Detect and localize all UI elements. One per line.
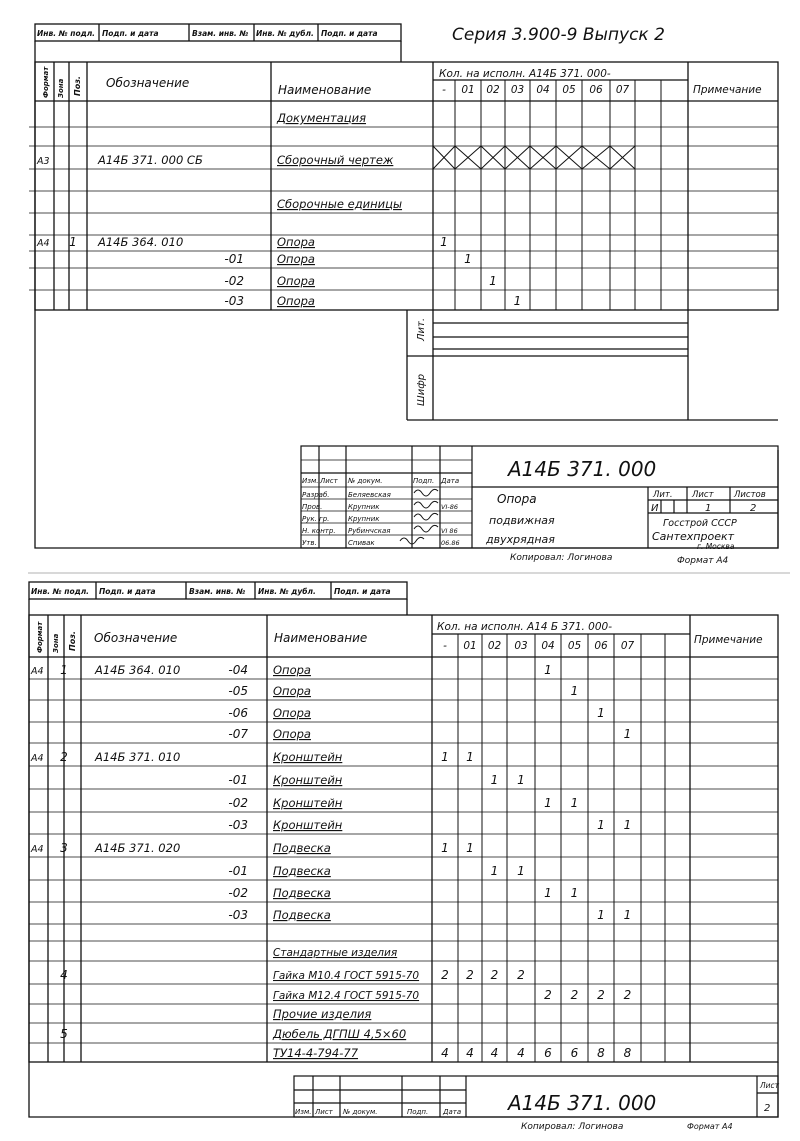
row-name: Кронштейн bbox=[273, 818, 343, 832]
row-quantity: 4 bbox=[466, 1046, 474, 1060]
row-quantity: 2 bbox=[517, 968, 525, 982]
row-quantity: 1 bbox=[623, 908, 632, 922]
title-block-column-headers bbox=[302, 477, 459, 485]
footer-column-header: Лист bbox=[315, 1108, 333, 1116]
table-row bbox=[60, 968, 525, 982]
title-role: Рук. гр. bbox=[302, 515, 330, 523]
row-name: Опора bbox=[273, 663, 311, 677]
row-quantity: 1 bbox=[570, 886, 579, 900]
stamp-sign-date-2: Подп. и дата bbox=[321, 29, 378, 38]
table-row bbox=[228, 908, 631, 922]
title-sheets-value: 2 bbox=[750, 503, 757, 514]
variant-header: 04 bbox=[536, 84, 550, 96]
row-designation: -01 bbox=[224, 252, 244, 266]
row-quantity: 1 bbox=[544, 886, 552, 900]
title-org: Госстрой СССР bbox=[663, 518, 737, 529]
table-row bbox=[30, 663, 552, 677]
sheet2-stamp-inv-dup: Инв. № дубл. bbox=[258, 587, 316, 596]
sheet-1 bbox=[29, 24, 778, 566]
title-role-date: VI-86 bbox=[441, 503, 458, 511]
sheet2-document-code: А14Б 371. 000 bbox=[508, 1091, 657, 1115]
row-quantity: 2 bbox=[597, 988, 605, 1002]
sheet1-header-pos: Поз. bbox=[73, 76, 82, 96]
row-quantity: 2 bbox=[466, 968, 474, 982]
row-position: 2 bbox=[60, 750, 68, 764]
row-format: А4 bbox=[31, 753, 44, 764]
row-name: Гайка М10.4 ГОСТ 5915-70 bbox=[273, 970, 420, 982]
variant-header: 05 bbox=[562, 84, 576, 96]
row-format: А4 bbox=[37, 238, 50, 249]
row-quantity: 1 bbox=[623, 727, 632, 741]
row-name: Опора bbox=[273, 727, 311, 741]
variant-header: 01 bbox=[461, 84, 475, 96]
row-name: Сборочный чертеж bbox=[277, 153, 394, 167]
row-quantity: 1 bbox=[490, 864, 499, 878]
title-block-header: Изм. bbox=[302, 477, 319, 485]
table-row bbox=[228, 796, 578, 810]
row-designation-suffix: -05 bbox=[228, 684, 248, 698]
row-designation: А14Б 371. 000 СБ bbox=[98, 153, 203, 167]
sheet1-header-zone: Зона bbox=[57, 78, 65, 98]
row-format: А3 bbox=[37, 156, 50, 167]
row-designation-suffix: -03 bbox=[228, 908, 248, 922]
table-row bbox=[228, 886, 578, 900]
row-designation-suffix: -04 bbox=[228, 663, 248, 677]
table-row bbox=[228, 727, 631, 741]
sheet2-variant-headers bbox=[443, 640, 634, 652]
row-designation: А14Б 364. 010 bbox=[98, 235, 184, 249]
sheet1-copied-by: Копировал: Логинова bbox=[510, 553, 613, 563]
sheet1-variant-headers bbox=[442, 84, 629, 96]
row-designation-suffix: -06 bbox=[228, 706, 248, 720]
variant-header: - bbox=[443, 640, 447, 652]
variant-header: 02 bbox=[487, 640, 502, 652]
row-quantity: 1 bbox=[544, 796, 552, 810]
title-role: Утв. bbox=[302, 539, 317, 547]
table-row bbox=[228, 773, 524, 787]
row-designation: А14Б 371. 020 bbox=[95, 841, 181, 855]
title-role-name: Крупник bbox=[348, 515, 380, 523]
row-position: 5 bbox=[60, 1027, 68, 1041]
sheet2-stamp-inv-orig: Инв. № подл. bbox=[31, 587, 90, 596]
sheet2-header-notes: Примечание bbox=[694, 634, 763, 646]
stamp-sign-date: Подп. и дата bbox=[102, 29, 159, 38]
row-quantity: 1 bbox=[544, 663, 552, 677]
series-label: Серия 3.900-9 Выпуск 2 bbox=[452, 25, 665, 45]
variant-header: 06 bbox=[589, 84, 603, 96]
title-sheet-value: 1 bbox=[705, 503, 712, 514]
table-row bbox=[224, 274, 496, 288]
title-block-header: № докум. bbox=[348, 477, 383, 485]
row-name: Кронштейн bbox=[273, 773, 343, 787]
footer-column-header: Изм. bbox=[295, 1108, 312, 1116]
title-role-date: VI 86 bbox=[441, 527, 458, 535]
table-row bbox=[60, 1027, 406, 1041]
title-org-2: Сантехпроект bbox=[652, 530, 735, 543]
row-quantity: 2 bbox=[544, 988, 552, 1002]
title-line-2: подвижная bbox=[489, 514, 555, 527]
row-name: Подвеска bbox=[273, 908, 331, 922]
row-name: Сборочные единицы bbox=[277, 197, 403, 211]
row-quantity: 1 bbox=[441, 841, 449, 855]
row-quantity: 1 bbox=[466, 750, 474, 764]
sheet2-header-designation: Обозначение bbox=[94, 631, 178, 645]
signature-icon bbox=[414, 513, 438, 520]
row-quantity: 6 bbox=[570, 1046, 579, 1060]
title-block-header: Дата bbox=[441, 477, 460, 485]
sheet2-sheet-value: 2 bbox=[764, 1103, 771, 1114]
sheet2-sheet-label: Лист bbox=[760, 1081, 780, 1090]
row-name: Стандартные изделия bbox=[273, 947, 398, 959]
stamp-replaced-inv: Взам. инв. № bbox=[192, 29, 249, 38]
sheet1-crossed-cells bbox=[433, 146, 635, 169]
sheet-2 bbox=[29, 582, 780, 1132]
stamp-inv-orig: Инв. № подл. bbox=[37, 29, 96, 38]
title-role: Разраб. bbox=[302, 491, 330, 499]
row-quantity: 6 bbox=[544, 1046, 552, 1060]
title-role-date: 06.86 bbox=[441, 539, 460, 547]
sheet2-stamp-sign-date-2: Подп. и дата bbox=[334, 587, 391, 596]
row-format: А4 bbox=[31, 666, 44, 677]
row-name: ТУ14-4-794-77 bbox=[273, 1046, 359, 1060]
row-quantity: 2 bbox=[570, 988, 579, 1002]
sheet2-footer-column-headers bbox=[295, 1108, 461, 1116]
row-name: Кронштейн bbox=[273, 750, 343, 764]
title-lit-value: И bbox=[651, 503, 659, 514]
sheet2-copied-by: Копировал: Логинова bbox=[521, 1122, 624, 1132]
variant-header: 01 bbox=[463, 640, 477, 652]
row-quantity: 1 bbox=[570, 796, 579, 810]
title-sheets-label: Листов bbox=[734, 490, 766, 500]
signature-icon bbox=[414, 525, 438, 532]
table-row bbox=[30, 750, 474, 764]
row-designation-suffix: -01 bbox=[228, 864, 248, 878]
row-quantity: 1 bbox=[489, 274, 497, 288]
sheet1-format-note: Формат А4 bbox=[677, 556, 729, 566]
title-role-name: Беляевская bbox=[348, 491, 391, 499]
table-row bbox=[273, 988, 631, 1002]
row-designation: А14Б 371. 010 bbox=[95, 750, 181, 764]
sheet2-header-format: Формат bbox=[36, 621, 44, 653]
row-name: Прочие изделия bbox=[273, 1007, 372, 1021]
sheet2-header-zone: Зона bbox=[52, 633, 60, 653]
variant-header: 06 bbox=[594, 640, 608, 652]
row-quantity: 2 bbox=[441, 968, 449, 982]
table-row bbox=[273, 1046, 632, 1060]
row-quantity: 1 bbox=[464, 252, 472, 266]
sheet1-header-notes: Примечание bbox=[693, 84, 762, 96]
title-line-3: двухрядная bbox=[486, 533, 555, 546]
row-quantity: 1 bbox=[517, 864, 525, 878]
table-row bbox=[273, 947, 397, 959]
row-quantity: 1 bbox=[466, 841, 474, 855]
table-row bbox=[276, 111, 366, 125]
footer-column-header: № докум. bbox=[343, 1108, 378, 1116]
row-name: Опора bbox=[277, 252, 315, 266]
title-role: Н. контр. bbox=[302, 527, 336, 535]
title-line-1: Опора bbox=[497, 492, 537, 506]
sheet2-stamp-replaced-inv: Взам. инв. № bbox=[189, 587, 246, 596]
sheet1-variant-grid bbox=[455, 80, 661, 310]
row-name: Кронштейн bbox=[273, 796, 343, 810]
row-quantity: 4 bbox=[517, 1046, 525, 1060]
row-quantity: 4 bbox=[441, 1046, 449, 1060]
sheet2-variant-grid bbox=[458, 634, 665, 1062]
row-designation-suffix: -07 bbox=[228, 727, 248, 741]
variant-header: 05 bbox=[567, 640, 582, 652]
table-row bbox=[30, 841, 474, 855]
table-row bbox=[228, 818, 631, 832]
title-role-name: Крупник bbox=[348, 503, 380, 511]
row-position: 4 bbox=[60, 968, 68, 982]
variant-header: 02 bbox=[486, 84, 500, 96]
footer-column-header: Дата bbox=[443, 1108, 462, 1116]
sheet1-lit-label: Лит. bbox=[416, 317, 427, 341]
row-name: Гайка М12.4 ГОСТ 5915-70 bbox=[273, 990, 420, 1002]
row-quantity: 1 bbox=[597, 818, 605, 832]
sheet1-document-code: А14Б 371. 000 bbox=[508, 457, 657, 481]
variant-header: 07 bbox=[620, 640, 635, 652]
sheet1-cipher-label: Шифр bbox=[416, 373, 427, 406]
row-quantity: 1 bbox=[441, 750, 449, 764]
row-name: Опора bbox=[277, 235, 315, 249]
row-quantity: 1 bbox=[623, 818, 632, 832]
sheet1-header-qty: Кол. на исполн. А14Б 371. 000- bbox=[439, 68, 611, 80]
title-role-name: Спивак bbox=[348, 539, 375, 547]
variant-header: 03 bbox=[514, 640, 528, 652]
title-block-roles bbox=[302, 489, 460, 547]
row-quantity: 2 bbox=[623, 988, 632, 1002]
row-name: Подвеска bbox=[273, 886, 331, 900]
row-quantity: 8 bbox=[623, 1046, 632, 1060]
sheet2-header-qty: Кол. на исполн. А14 Б 371. 000- bbox=[437, 621, 613, 633]
title-block-header: Подп. bbox=[413, 477, 435, 485]
row-designation-suffix: -02 bbox=[228, 796, 248, 810]
row-position: 1 bbox=[69, 235, 77, 249]
row-designation-suffix: -01 bbox=[228, 773, 248, 787]
sheet2-row-grid bbox=[29, 679, 778, 1043]
row-quantity: 2 bbox=[490, 968, 499, 982]
row-quantity: 4 bbox=[490, 1046, 499, 1060]
sheet2-header-name: Наименование bbox=[274, 631, 368, 645]
variant-header: 04 bbox=[541, 640, 555, 652]
title-sheet-label: Лист bbox=[692, 490, 714, 500]
sheet1-header-name: Наименование bbox=[278, 83, 372, 97]
table-row bbox=[277, 197, 402, 211]
title-block-header: Лист bbox=[320, 477, 338, 485]
row-name: Опора bbox=[273, 684, 311, 698]
title-role-name: Рубинчская bbox=[348, 527, 391, 535]
row-quantity: 1 bbox=[570, 684, 579, 698]
sheet2-rows bbox=[30, 663, 632, 1060]
table-row bbox=[36, 235, 448, 249]
row-designation: -02 bbox=[224, 274, 244, 288]
row-quantity: 1 bbox=[440, 235, 448, 249]
variant-header: 07 bbox=[615, 84, 630, 96]
row-designation: А14Б 364. 010 bbox=[95, 663, 181, 677]
row-position: 1 bbox=[60, 663, 68, 677]
sheet1-frame bbox=[35, 24, 778, 548]
row-quantity: 1 bbox=[490, 773, 499, 787]
sheet1-rows bbox=[36, 111, 521, 308]
signature-icon bbox=[414, 501, 438, 508]
signature-scribbles bbox=[400, 489, 438, 544]
sheet1-row-grid bbox=[29, 127, 778, 290]
row-name: Дюбель ДГПШ 4,5×60 bbox=[273, 1027, 407, 1041]
row-quantity: 1 bbox=[597, 706, 605, 720]
table-row bbox=[224, 294, 521, 308]
table-row bbox=[228, 706, 604, 720]
title-lit-label: Лит. bbox=[653, 490, 673, 500]
sheet2-format-note: Формат А4 bbox=[687, 1122, 733, 1131]
sheet1-header-designation: Обозначение bbox=[106, 76, 190, 90]
footer-column-header: Подп. bbox=[407, 1108, 429, 1116]
table-row bbox=[36, 153, 394, 167]
row-name: Документация bbox=[277, 111, 367, 125]
row-name: Опора bbox=[277, 294, 315, 308]
title-role: Пров. bbox=[302, 503, 323, 511]
table-row bbox=[273, 1007, 371, 1021]
row-name: Подвеска bbox=[273, 864, 331, 878]
row-designation-suffix: -02 bbox=[228, 886, 248, 900]
variant-header: - bbox=[442, 84, 446, 96]
table-row bbox=[224, 252, 471, 266]
sheet2-stamp-sign-date: Подп. и дата bbox=[99, 587, 156, 596]
row-quantity: 1 bbox=[597, 908, 605, 922]
variant-header: 03 bbox=[510, 84, 525, 96]
signature-icon bbox=[414, 489, 438, 496]
table-row bbox=[228, 684, 578, 698]
row-quantity: 8 bbox=[597, 1046, 605, 1060]
row-name: Подвеска bbox=[273, 841, 331, 855]
row-designation: -03 bbox=[224, 294, 244, 308]
row-quantity: 1 bbox=[513, 294, 522, 308]
row-position: 3 bbox=[60, 841, 68, 855]
sheet2-header-pos: Поз. bbox=[68, 631, 77, 651]
row-name: Опора bbox=[273, 706, 311, 720]
row-name: Опора bbox=[277, 274, 315, 288]
row-quantity: 1 bbox=[517, 773, 525, 787]
sheet1-header-format: Формат bbox=[42, 66, 50, 98]
stamp-inv-dup: Инв. № дубл. bbox=[256, 29, 314, 38]
table-row bbox=[228, 864, 524, 878]
row-designation-suffix: -03 bbox=[228, 818, 248, 832]
row-format: А4 bbox=[31, 844, 44, 855]
title-city: г. Москва bbox=[697, 542, 735, 551]
